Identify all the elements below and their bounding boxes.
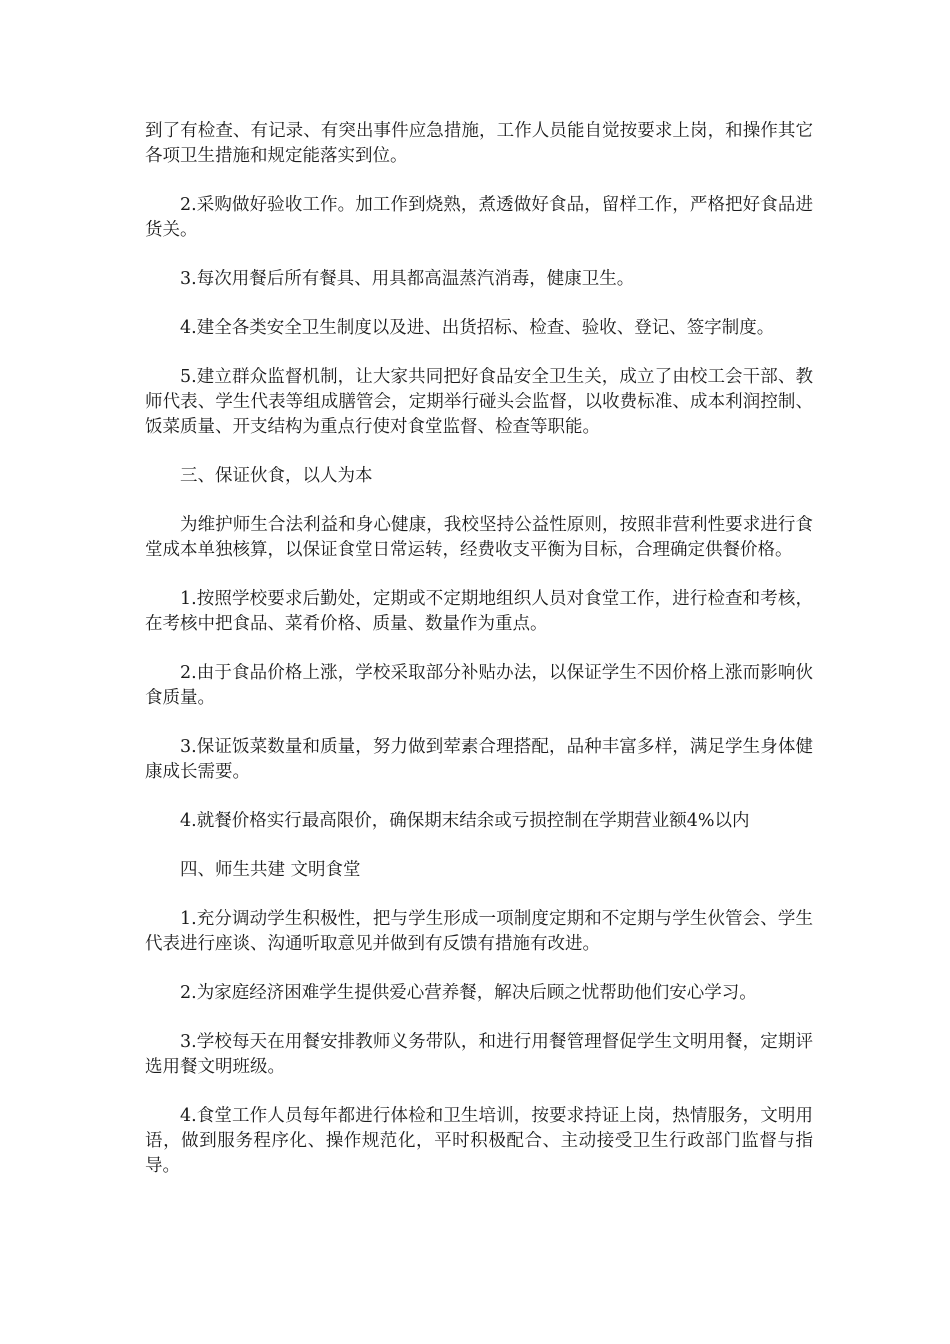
paragraph-section-3-item-1: 1.按照学校要求后勤处，定期或不定期地组织人员对食堂工作，进行检查和考核，在考核中把食品、菜肴价格、质量、数量作为重点。 xyxy=(145,589,813,634)
paragraph-section-4-item-4: 4.食堂工作人员每年都进行体检和卫生培训，按要求持证上岗，热情服务，文明用语，做到服务程序化、操作规范化，平时积极配合、主动接受卫生行政部门监督与指导。 xyxy=(145,1106,813,1176)
section-heading-3: 三、保证伙食，以人为本 xyxy=(180,466,373,486)
section-heading-4: 四、师生共建 文明食堂 xyxy=(180,860,361,880)
paragraph-section-4-item-1: 1.充分调动学生积极性，把与学生形成一项制度定期和不定期与学生伙管会、学生代表进行座谈、沟通听取意见并做到有反馈有措施有改进。 xyxy=(145,909,813,954)
paragraph-item-2-procurement: 2.采购做好验收工作。加工作到烧熟，煮透做好食品，留样工作，严格把好食品进货关。 xyxy=(145,195,813,240)
paragraph-section-3-item-2: 2.由于食品价格上涨，学校采取部分补贴办法，以保证学生不因价格上涨而影响伙食质量。 xyxy=(145,663,813,708)
paragraph-section-3-item-4: 4.就餐价格实行最高限价，确保期末结余或亏损控制在学期营业额4%以内 xyxy=(180,811,750,831)
paragraph-item-4-regulations: 4.建全各类安全卫生制度以及进、出货招标、检查、验收、登记、签字制度。 xyxy=(180,318,775,338)
paragraph-section-4-item-2: 2.为家庭经济困难学生提供爱心营养餐，解决后顾之忧帮助他们安心学习。 xyxy=(180,983,757,1003)
paragraph-continuation: 到了有检查、有记录、有突出事件应急措施，工作人员能自觉按要求上岗，和操作其它各项卫生措施和规定能落实到位。 xyxy=(145,121,813,166)
paragraph-section-3-item-3: 3.保证饭菜数量和质量，努力做到荤素合理搭配，品种丰富多样，满足学生身体健康成长需要。 xyxy=(145,737,813,782)
paragraph-section-4-item-3: 3.学校每天在用餐安排教师义务带队，和进行用餐管理督促学生文明用餐，定期评选用餐文明班级。 xyxy=(145,1032,813,1077)
paragraph-section-3-intro: 为维护师生合法利益和身心健康，我校坚持公益性原则，按照非营利性要求进行食堂成本单独核算，以保证食堂日常运转，经费收支平衡为目标，合理确定供餐价格。 xyxy=(145,515,813,560)
paragraph-item-5-supervision: 5.建立群众监督机制，让大家共同把好食品安全卫生关，成立了由校工会干部、教师代表、学生代表等组成膳管会，定期举行碰头会监督，以收费标准、成本利润控制、饭菜质量、开支结构为重点行使对食堂监督、检查等职能。 xyxy=(145,367,813,437)
paragraph-item-3-disinfection: 3.每次用餐后所有餐具、用具都高温蒸汽消毒，健康卫生。 xyxy=(180,269,635,289)
document-body xyxy=(145,119,813,1203)
